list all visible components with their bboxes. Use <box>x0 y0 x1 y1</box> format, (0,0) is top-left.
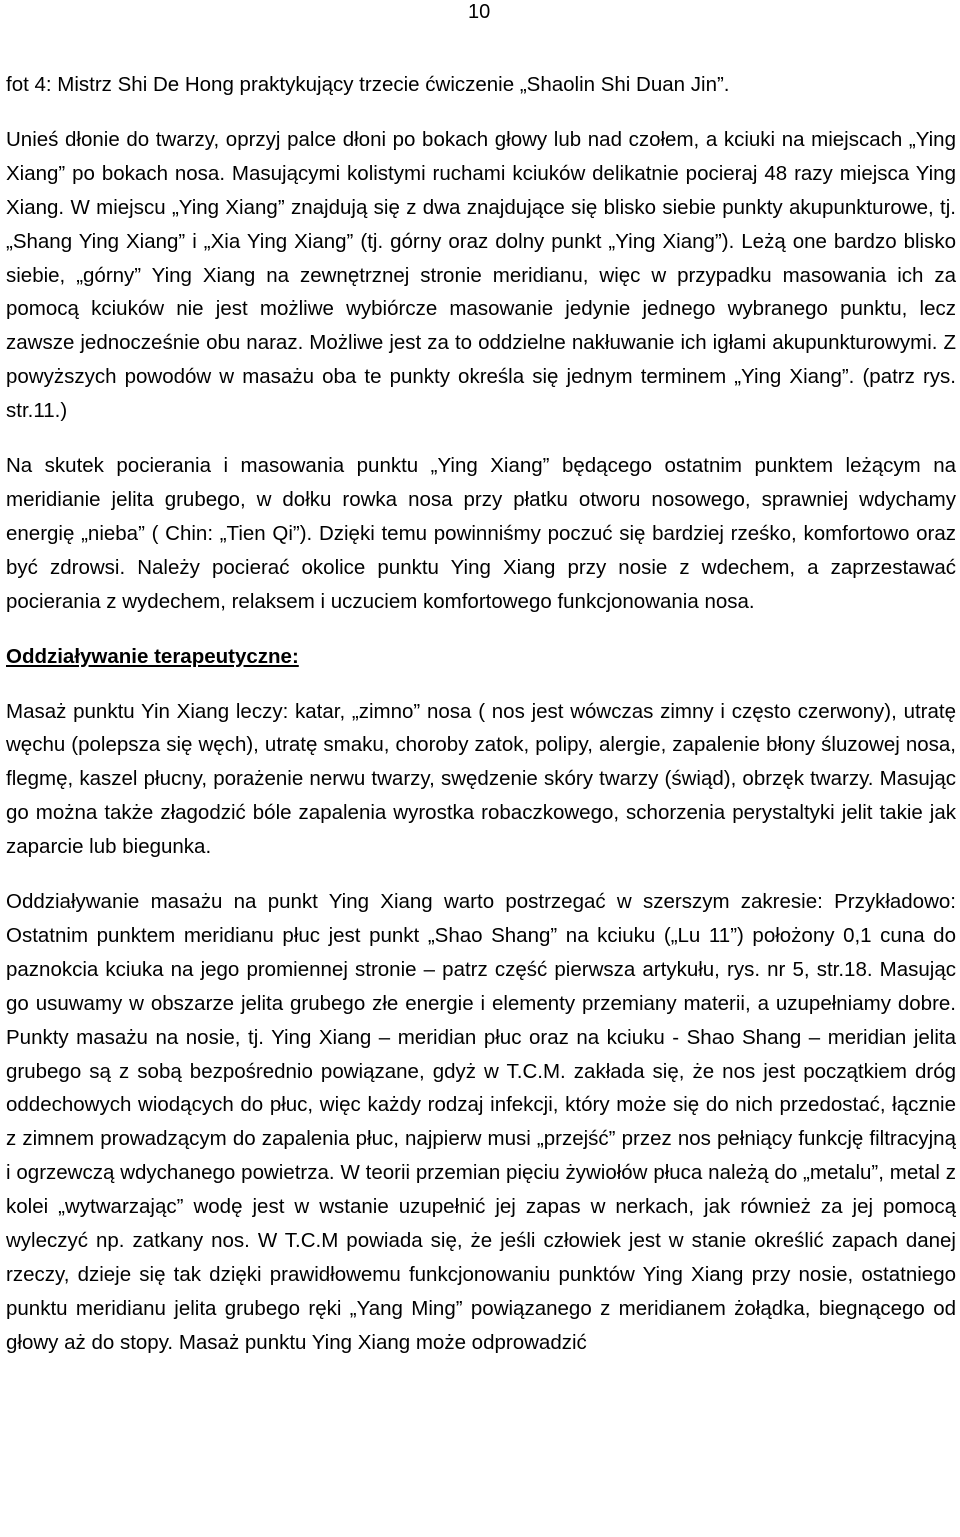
photo-caption: fot 4: Mistrz Shi De Hong praktykujący trzecie ćwiczenie „Shaolin Shi Duan Jin”. <box>6 73 730 96</box>
paragraph-effects: Na skutek pocierania i masowania punktu „Ying Xiang” będącego ostatnim punktem leżącym na meridianie jelita grubego, w dołku rowka nosa przy płatku otworu nosowego, sprawniej wdychamy energię „nieba” ( Chin: „Tien Qi”). Dzięki temu powinniśmy poczuć się bardziej rześko, komfortowo oraz być zdrowsi. Należy pocierać okolice punktu Ying Xiang przy nosie z wdechem, a zaprzestawać pocierania z wydechem, relaksem i uczuciem komfortowego funkcjonowania nosa. <box>6 454 956 613</box>
section-heading: Oddziaływanie terapeutyczne: <box>6 644 299 668</box>
document-body <box>6 68 956 1360</box>
paragraph-therapeutic-uses: Masaż punktu Yin Xiang leczy: katar, „zimno” nosa ( nos jest wówczas zimny i często czerwony), utratę węchu (polepsza się węch), utratę smaku, choroby zatok, polipy, alergie, zapalenie błony śluzowej nosa, flegmę, kaszel płucny, porażenie nerwu twarzy, swędzenie skóry twarzy (świąd), obrzęk twarzy. Masując go można także złagodzić bóle zapalenia wyrostka robaczkowego, schorzenia perystaltyki jelit takie jak zaparcie lub biegunka. <box>6 699 956 859</box>
page-number: 10 <box>468 1 491 23</box>
paragraph-massage-instructions: Unieś dłonie do twarzy, oprzyj palce dłoni po bokach głowy lub nad czołem, a kciuki na miejscach „Ying Xiang” po bokach nosa. Masującymi kolistymi ruchami kciuków delikatnie pocieraj 48 razy miejsca Ying Xiang. W miejscu „Ying Xiang” znajdują się z dwa znajdujące się blisko siebie punkty akupunkturowe, tj. „Shang Ying Xiang” i „Xia Ying Xiang” (tj. górny oraz dolny punkt „Ying Xiang”). Leżą one bardzo blisko siebie, „górny” Ying Xiang na zewnętrznej stronie meridianu, więc w przypadku masowania ich za pomocą kciuków nie jest możliwe wybiórcze masowanie jedynie jednego wybranego punktu, lecz zawsze jednocześnie obu naraz. Możliwe jest za to oddzielne nakłuwanie ich igłami akupunkturowymi. Z powyższych powodów w masażu oba te punkty określa się jednym terminem „Ying Xiang”. (patrz rys. str.11.) <box>6 127 956 423</box>
paragraph-broader-context: Oddziaływanie masażu na punkt Ying Xiang warto postrzegać w szerszym zakresie: Przykładowo: Ostatnim punktem meridianu płuc jest punkt „Shao Shang” na kciuku („Lu 11”) położony 0,1 cuna do paznokcia kciuka na jego promiennej stronie – patrz część pierwsza artykułu, rys. nr 5, str.18. Masując go usuwamy w obszarze jelita grubego złe energie i elementy przemiany materii, a uzupełniamy dobre. Punkty masażu na nosie, tj. Ying Xiang – meridian płuc oraz na kciuku - Shao Shang – meridian jelita grubego są z sobą bezpośrednio powiązane, gdyż w T.C.M. zakłada się, że nos jest początkiem dróg oddechowych wiodących do płuc, więc każdy rodzaj infekcji, który może się do nich przedostać, łącznie z zimnem prowadzącym do zapalenia płuc, najpierw musi „przejść” przez nos pełniący funkcję filtracyjną i ogrzewczą wdychanego powietrza. W teorii przemian pięciu żywiołów płuca należą do „metalu”, metal z kolei „wytwarzając” wodę jest w wstanie uzupełnić jej zapas w nerkach, jak również za jej pomocą wyleczyć np. zatkany nos. W T.C.M powiada się, że jeśli człowiek jest w stanie określić zapach danej rzeczy, dzieje się tak dzięki prawidłowemu funkcjonowaniu punktów Ying Xiang przy nosie, ostatniego punktu meridianu jelita grubego ręki „Yang Ming” powiązanego z meridianem żołądka, biegnącego od głowy aż do stopy. Masaż punktu Ying Xiang może odprowadzić <box>6 890 956 1354</box>
